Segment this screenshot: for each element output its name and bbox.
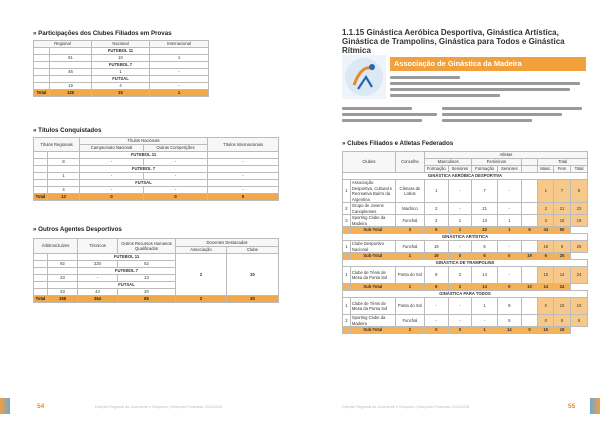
cell: 52 [118, 261, 176, 268]
cell: - [448, 203, 472, 215]
cell: 2 [448, 284, 472, 291]
header-seniores: Seniores [448, 166, 472, 173]
cell: 44 [78, 289, 118, 296]
cell: 25 [554, 253, 571, 260]
cell: 1 [538, 180, 554, 203]
agentes-table [33, 238, 279, 303]
cell: 19 [425, 241, 449, 253]
cell: 25 [570, 241, 587, 253]
page-number: 54 [37, 403, 45, 410]
cell: 5 [425, 227, 449, 234]
concelho: Ponta do Sol [395, 267, 424, 284]
table-row [343, 180, 588, 203]
titulos-title: » Títulos Conquistados [33, 127, 102, 134]
footer-text: Direção Regional da Juventude e Desporto | Desporto Federado 2014/2015 [342, 405, 470, 409]
cell: 0 [498, 253, 522, 260]
cell: - [472, 315, 498, 327]
subtotal-label: Sub-Total [350, 327, 395, 334]
header-arbitros: Árbitros/Juízes [34, 239, 78, 254]
club-name: Sporting Clube da Madeira [350, 215, 395, 227]
cell: 7 [472, 180, 498, 203]
cell: 0 [538, 298, 554, 315]
subtotal-row [343, 327, 588, 334]
club-name: Associação Desportiva, Cultural e Recreativa Bairro da Argentina [350, 180, 395, 203]
cell: 19 [521, 253, 538, 260]
concelho: Funchal [395, 241, 424, 253]
cell: 10 [538, 267, 554, 284]
concelho: Ponta do Sol [395, 298, 424, 315]
cell: 14 [472, 284, 498, 291]
cell: 2 [425, 215, 449, 227]
participacoes-title: » Participações dos Clubes Filiados em Provas [33, 30, 172, 37]
cell: - [498, 241, 522, 253]
cell: 0 [521, 327, 538, 334]
cell: 0 [144, 194, 208, 201]
cell: - [498, 267, 522, 284]
cell: 264 [78, 296, 118, 303]
row-number: 1 [343, 298, 351, 315]
band-label: FUTEBOL 11 [80, 152, 208, 159]
cell: 15 [92, 90, 150, 97]
cell: 9 [498, 298, 522, 315]
titulos-table [33, 137, 279, 201]
cell: 0 [448, 253, 472, 260]
clubes-title: » Clubes Filiados e Atletas Federados [342, 140, 454, 147]
cell: 126 [50, 90, 92, 97]
header-masc: Masc. [538, 166, 554, 173]
info-line [390, 76, 460, 79]
cell: - [208, 159, 279, 166]
cell: 1 [498, 227, 522, 234]
cell: 0 [448, 327, 472, 334]
cell: - [80, 173, 144, 180]
info-line [442, 113, 562, 116]
cell [521, 298, 538, 315]
concelho: Câmara de Lobos [395, 180, 424, 203]
cell: 158 [48, 296, 78, 303]
band-label: FUTSAL [80, 180, 208, 187]
cell: 3 [395, 227, 424, 234]
header-femininos: Femininos [472, 159, 521, 166]
cell: 6 [472, 241, 498, 253]
info-line [342, 113, 437, 116]
cell: 85 [118, 296, 176, 303]
cell: 1 [92, 69, 150, 76]
club-name: Clube de Ténis de Mesa da Ponta Sol [350, 298, 395, 315]
info-line [342, 119, 422, 122]
subtotal-row [343, 284, 588, 291]
right-page [300, 0, 600, 424]
cell: 14 [498, 327, 522, 334]
cell [521, 241, 538, 253]
band-label: GINÁSTICA AERÓBICA DESPORTIVA [343, 173, 588, 180]
cell: 13 [472, 215, 498, 227]
cell: 0 [498, 284, 522, 291]
cell: 42 [472, 227, 498, 234]
subtotal-label: Sub-Total [350, 284, 395, 291]
cell: - [150, 69, 209, 76]
org-banner [342, 55, 587, 133]
org-name: Associação de Ginástica da Madeira [390, 57, 586, 71]
span-assoc: 2 [176, 254, 227, 296]
band-label: GINÁSTICA DE TRAMPOLINS [343, 260, 588, 267]
subtotal-row [343, 253, 588, 260]
cell: 1 [448, 227, 472, 234]
cell: 1 [448, 215, 472, 227]
row-number: 1 [343, 180, 351, 203]
cell: 5 [498, 315, 522, 327]
cell: 1 [395, 284, 424, 291]
cell: 15 [554, 327, 571, 334]
cell: - [425, 315, 449, 327]
cell: 4 [48, 187, 80, 194]
cell: 6 [538, 253, 554, 260]
cell: 8 [425, 267, 449, 284]
clubs-table [342, 151, 588, 334]
info-line [442, 119, 532, 122]
table-row [343, 215, 588, 227]
table-row [343, 298, 588, 315]
cell: 19 [570, 215, 587, 227]
cell: 10 [570, 298, 587, 315]
header-regional: Regional [34, 41, 92, 48]
cell: 19 [50, 83, 92, 90]
cell: 24 [554, 284, 571, 291]
cell: 61 [50, 55, 92, 62]
header-concelho: Concelho [395, 152, 424, 173]
row-number: 1 [343, 267, 351, 284]
cell: 6 [521, 227, 538, 234]
footer-text: Direção Regional da Juventude e Desporto | Desporto Federado 2014/2015 [95, 405, 223, 409]
band-label: FUTEBOL 11 [78, 254, 176, 261]
cell: 8 [425, 284, 449, 291]
band-label: FUTEBOL 7 [80, 166, 208, 173]
footer-strip [0, 398, 10, 414]
header-total: Total [570, 166, 587, 173]
header-clube: Clube [227, 246, 279, 254]
cell: 1 [48, 173, 80, 180]
cell [521, 180, 538, 203]
cell: 19 [425, 253, 449, 260]
header-outras: Outras Competições [144, 145, 208, 152]
club-name: Sporting Clube da Madeira [350, 315, 395, 327]
subtotal-row [343, 227, 588, 234]
cell: - [208, 187, 279, 194]
footer-strip [590, 398, 600, 414]
cell: - [425, 298, 449, 315]
club-name: Grupo de Jovens Canoplenses [350, 203, 395, 215]
cell: 33 [48, 275, 78, 282]
cell: 3 [538, 215, 554, 227]
cell: 1 [150, 90, 209, 97]
span-clube: 30 [227, 254, 279, 296]
header-internacionais: Títulos Internacionais [208, 138, 279, 152]
subtotal-label: Sub-Total [350, 227, 395, 234]
cell: 19 [538, 241, 554, 253]
table-row [343, 315, 588, 327]
header-outros: Outros Recursos Humanos Qualificados [118, 239, 176, 254]
cell: - [208, 173, 279, 180]
cell [521, 267, 538, 284]
section-heading: 1.1.15 Ginástica Aeróbica Desportiva, Ginástica Artística, Ginástica de Trampolins, Ginástica para Todos e Ginástica Rítmica [342, 28, 565, 55]
band-label: FUTSAL [78, 282, 176, 289]
cell: 16 [554, 215, 571, 227]
cell: 2 [395, 327, 424, 334]
cell: 1 [395, 253, 424, 260]
cell: 2 [538, 203, 554, 215]
table-row [343, 241, 588, 253]
cell: 0 [80, 194, 144, 201]
cell: 7 [554, 180, 571, 203]
cell: 1 [425, 180, 449, 203]
header-tecnicos: Técnicos [78, 239, 118, 254]
page-number: 55 [568, 403, 576, 410]
cell: 1 [150, 55, 209, 62]
header-formacao: Formação [472, 166, 498, 173]
cell: 8 [48, 159, 80, 166]
table-row [343, 203, 588, 215]
participacoes-table [33, 40, 209, 97]
band-label: FUTEBOL 7 [92, 62, 150, 69]
row-number: 1 [343, 241, 351, 253]
subtotal-label: Sub-Total [350, 253, 395, 260]
club-name: Clube Desportivo Nacional [350, 241, 395, 253]
header-docentes: Docentes Destacados [176, 239, 279, 247]
band-label: FUTEBOL 11 [92, 48, 150, 55]
cell: - [448, 241, 472, 253]
cell: 4 [92, 83, 150, 90]
cell: 23 [570, 203, 587, 215]
band-label: GINÁSTICA PARA TODOS [343, 291, 588, 298]
header-seniores: Seniores [498, 166, 522, 173]
header-atletas: Atletas [425, 152, 588, 159]
total-label: Total [34, 194, 48, 201]
band-label: FUTEBOL 7 [78, 268, 176, 275]
cell: 13 [48, 194, 80, 201]
association-logo-icon [342, 55, 386, 99]
cell: - [498, 180, 522, 203]
cell: 10 [92, 55, 150, 62]
band-label: GINÁSTICA ARTÍSTICA [343, 234, 588, 241]
cell: - [144, 159, 208, 166]
info-line [390, 94, 500, 97]
cell: - [150, 83, 209, 90]
header-masculinos: Masculinos [425, 159, 472, 166]
header-formacao: Formação [425, 166, 449, 173]
cell: 14 [554, 267, 571, 284]
cell: 44 [538, 227, 554, 234]
header-nacional: Nacional [92, 41, 150, 48]
table-row [343, 267, 588, 284]
cell: 21 [472, 203, 498, 215]
cell: 14 [538, 284, 554, 291]
header-regionais: Títulos Regionais [34, 138, 80, 152]
cell: 15 [538, 327, 554, 334]
header-clubes: Clubes [343, 152, 396, 173]
header-campeonato: Campeonato Nacional [80, 145, 144, 152]
cell: - [448, 298, 472, 315]
info-line [390, 82, 580, 85]
cell: 1 [472, 298, 498, 315]
cell: 6 [472, 253, 498, 260]
cell: 10 [554, 298, 571, 315]
cell: 92 [48, 261, 78, 268]
cell: - [448, 180, 472, 203]
cell: 14 [472, 267, 498, 284]
cell: 2 [425, 203, 449, 215]
cell: 33 [48, 289, 78, 296]
total-label: Total [34, 296, 48, 303]
cell: 1 [472, 327, 498, 334]
cell [521, 203, 538, 215]
info-line [342, 107, 412, 110]
row-number: 3 [343, 215, 351, 227]
cell: - [448, 315, 472, 327]
info-line [442, 107, 582, 110]
cell: 0 [425, 327, 449, 334]
concelho: Funchal [395, 215, 424, 227]
header-total: Total [538, 159, 588, 166]
header-fem: Fem [554, 166, 571, 173]
cell: 0 [538, 315, 554, 327]
header-nacionais: Títulos Nacionais [80, 138, 208, 145]
cell: - [144, 173, 208, 180]
cell: - [78, 275, 118, 282]
agentes-title: » Outros Agentes Desportivos [33, 226, 122, 233]
cell: 10 [521, 284, 538, 291]
cell: 30 [227, 296, 279, 303]
cell: - [498, 203, 522, 215]
cell: 21 [554, 203, 571, 215]
row-number: 2 [343, 203, 351, 215]
cell: 1 [498, 215, 522, 227]
info-line [390, 88, 570, 91]
cell: 2 [448, 267, 472, 284]
cell: 6 [554, 241, 571, 253]
club-name: Clube de Ténis de Mesa da Ponta Sol [350, 267, 395, 284]
band-label: FUTSAL [92, 76, 150, 83]
cell: - [144, 187, 208, 194]
cell: - [80, 159, 144, 166]
header-internacional: Internacional [150, 41, 209, 48]
cell: 20 [118, 289, 176, 296]
cell [521, 215, 538, 227]
cell: 46 [50, 69, 92, 76]
cell: 0 [208, 194, 279, 201]
header-associacao: Associação [176, 246, 227, 254]
concelho: Machico [395, 203, 424, 215]
cell: 24 [570, 267, 587, 284]
row-number: 2 [343, 315, 351, 327]
cell: 5 [570, 315, 587, 327]
cell: 13 [118, 275, 176, 282]
cell: 5 [554, 315, 571, 327]
cell: 2 [176, 296, 227, 303]
cell: - [80, 187, 144, 194]
total-label: Total [34, 90, 50, 97]
concelho: Funchal [395, 315, 424, 327]
cell: 220 [78, 261, 118, 268]
cell: 8 [570, 180, 587, 203]
cell: 50 [554, 227, 571, 234]
cell [521, 315, 538, 327]
